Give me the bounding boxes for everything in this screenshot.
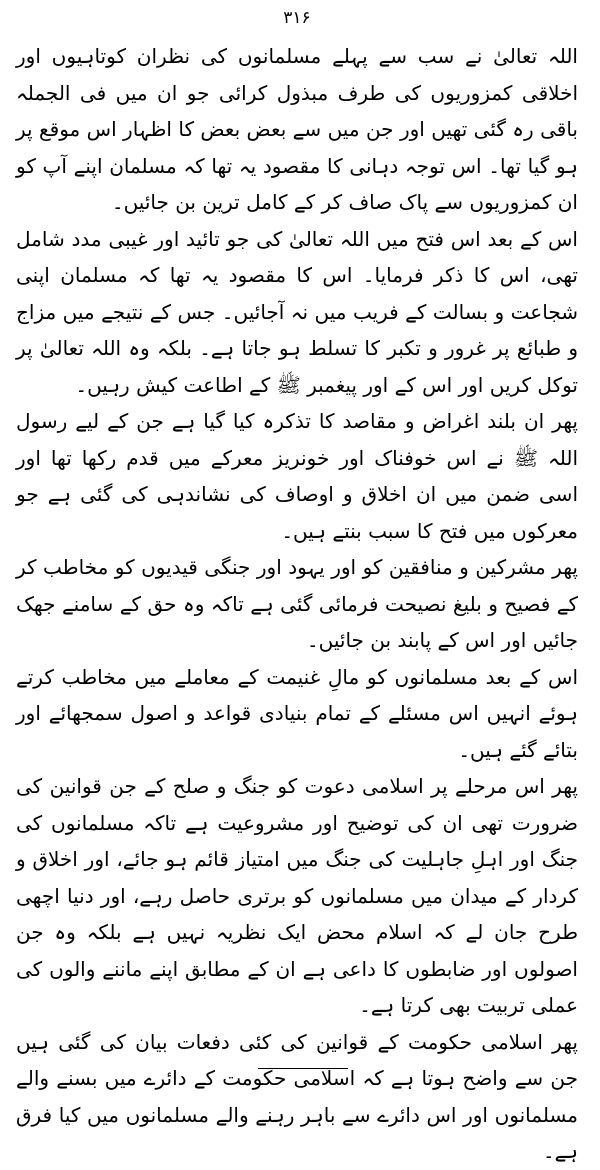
page-number: ۳۱۶ (283, 8, 311, 28)
paragraph-5: اس کے بعد مسلمانوں کو مالِ غنیمت کے معاملے میں مخاطب کرتے ہوئے انہیں اس مسئلے کے تمام بنیادی قواعد و اصول سمجھائے اور بتائے گئے ہیں۔ (16, 664, 578, 762)
paragraph-7: پھر اسلامی حکومت کے قوانین کی کئی دفعات بیان کی گئی ہیں جن سے واضح ہوتا ہے کہ اسلامی حکومت کے دائرے میں بسنے والے مسلمانوں اور اس دائرے سے باہر رہنے والے مسلمانوں میں کیا فرق ہے۔ (16, 1029, 578, 1163)
paragraph-3: پھر ان بلند اغراض و مقاصد کا تذکرہ کیا گیا ہے جن کے لیے رسول اللہ ﷺ نے اس خوفناک اور خونریز معرکے میں قدم رکھا تھا اور اسی ضمن میں ان اخلاق و اوصاف کی نشاندہی کی گئی ہے جو معرکوں میں فتح کا سبب بنتے ہیں۔ (16, 409, 578, 543)
paragraph-2: اس کے بعد اس فتح میں اللہ تعالیٰ کی جو تائید اور غیبی مدد شامل تھی، اس کا ذکر فرمایا۔ اس کا مقصود یہ تھا کہ مسلمان اپنی شجاعت و بسالت کے فریب میں نہ آجائیں۔ جس کے نتیجے میں مزاج و طبائع پر غرور و تکبر کا تسلط ہو جاتا ہے۔ بلکہ وہ اللہ تعالیٰ پر توکل کریں اور اس کے اور پیغمبر ﷺ کے اطاعت کیش رہیں۔ (16, 226, 578, 397)
footer-divider (258, 1068, 348, 1069)
paragraph-4: پھر مشرکین و منافقین کو اور یہود اور جنگی قیدیوں کو مخاطب کر کے فصیح و بلیغ نصیحت فرمائی گئی ہے تاکہ وہ حق کے سامنے جھک جائیں اور اس کے پابند بن جائیں۔ (16, 555, 578, 652)
body-text (16, 38, 578, 1170)
paragraph-1: اللہ تعالیٰ نے سب سے پہلے مسلمانوں کی نظران کوتاہیوں اور اخلاقی کمزوریوں کی طرف مبذول کرائی جو ان میں فی الجملہ باقی رہ گئی تھیں اور جن میں سے بعض بعض کا اظہار اس موقع پر ہو گیا تھا۔ اس توجہ دہانی کا مقصود یہ تھا کہ مسلمان اپنے آپ کو ان کمزوریوں سے پاک صاف کر کے کامل ترین بن جائیں۔ (16, 44, 578, 214)
paragraph-6: پھر اس مرحلے پر اسلامی دعوت کو جنگ و صلح کے جن قوانین کی ضرورت تھی ان کی توضیح اور مشروعیت ہے تاکہ مسلمانوں کی جنگ اور اہلِ جاہلیت کی جنگ میں امتیاز قائم ہو جائے، اور اخلاق و کردار کے میدان میں مسلمانوں کو برتری حاصل رہے، اور دنیا اچھی طرح جان لے کہ اسلام محض ایک نظریہ نہیں ہے بلکہ وہ جن اصولوں اور ضابطوں کا داعی ہے ان کے مطابق اپنے ماننے والوں کی عملی تربیت بھی کرتا ہے۔ (16, 774, 578, 1017)
